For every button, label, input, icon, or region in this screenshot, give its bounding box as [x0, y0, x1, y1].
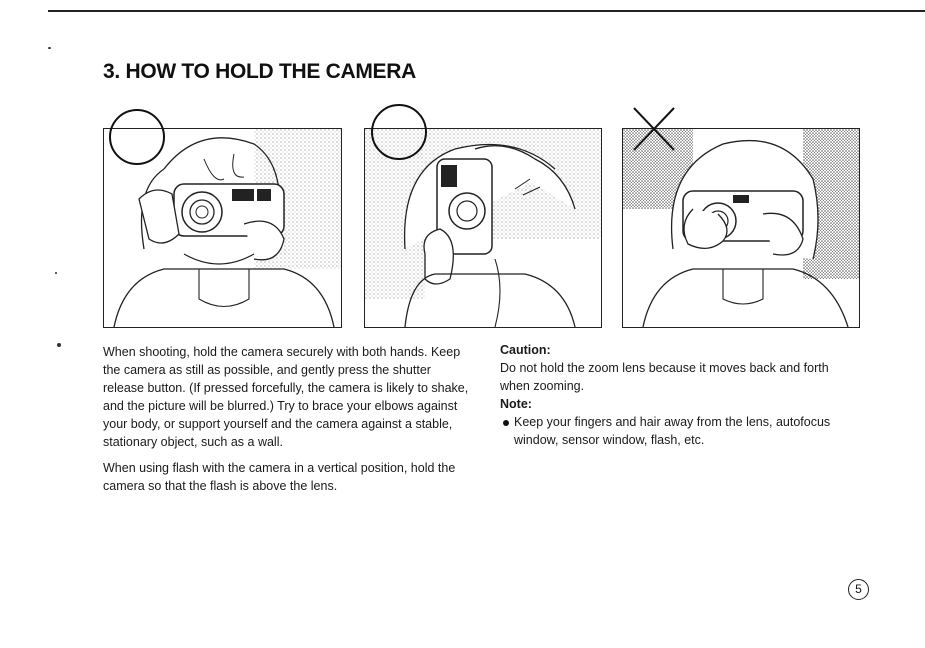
caution-heading: Caution:	[500, 343, 551, 357]
scan-speck	[48, 47, 51, 49]
page-number: 5	[848, 579, 869, 600]
note-bullet-item	[500, 413, 860, 449]
illustration-incorrect-zoom-lens	[622, 128, 860, 328]
cross-icon	[630, 104, 678, 154]
instructions-paragraph-1: When shooting, hold the camera securely with both hands. Keep the camera as still as possible, and gently press the shutter release button. (If pressed forcefully, the camera is likely to shake, and the picture will be blurred.) Try to brace your elbows against your body, or support yourself and the camera against a stable, stationary object, such as a wall.	[103, 345, 469, 449]
instructions-column	[103, 343, 473, 495]
circle-icon	[369, 102, 429, 162]
circle-icon	[107, 107, 167, 167]
note-heading: Note:	[500, 397, 532, 411]
note-bullet-text: Keep your fingers and hair away from the lens, autofocus window, sensor window, flash, etc.	[514, 415, 831, 447]
page-title: 3. HOW TO HOLD THE CAMERA	[103, 60, 416, 83]
instructions-paragraph-2: When using flash with the camera in a vertical position, hold the camera so that the flash is above the lens.	[103, 461, 456, 493]
scan-speck	[57, 343, 61, 347]
caution-note-column	[500, 341, 860, 449]
caution-text: Do not hold the zoom lens because it moves back and forth when zooming.	[500, 361, 829, 393]
scan-speck	[55, 272, 57, 274]
top-rule	[48, 10, 925, 12]
bullet-icon	[503, 420, 509, 426]
person-holding-zoom-lens-illustration	[623, 129, 859, 327]
